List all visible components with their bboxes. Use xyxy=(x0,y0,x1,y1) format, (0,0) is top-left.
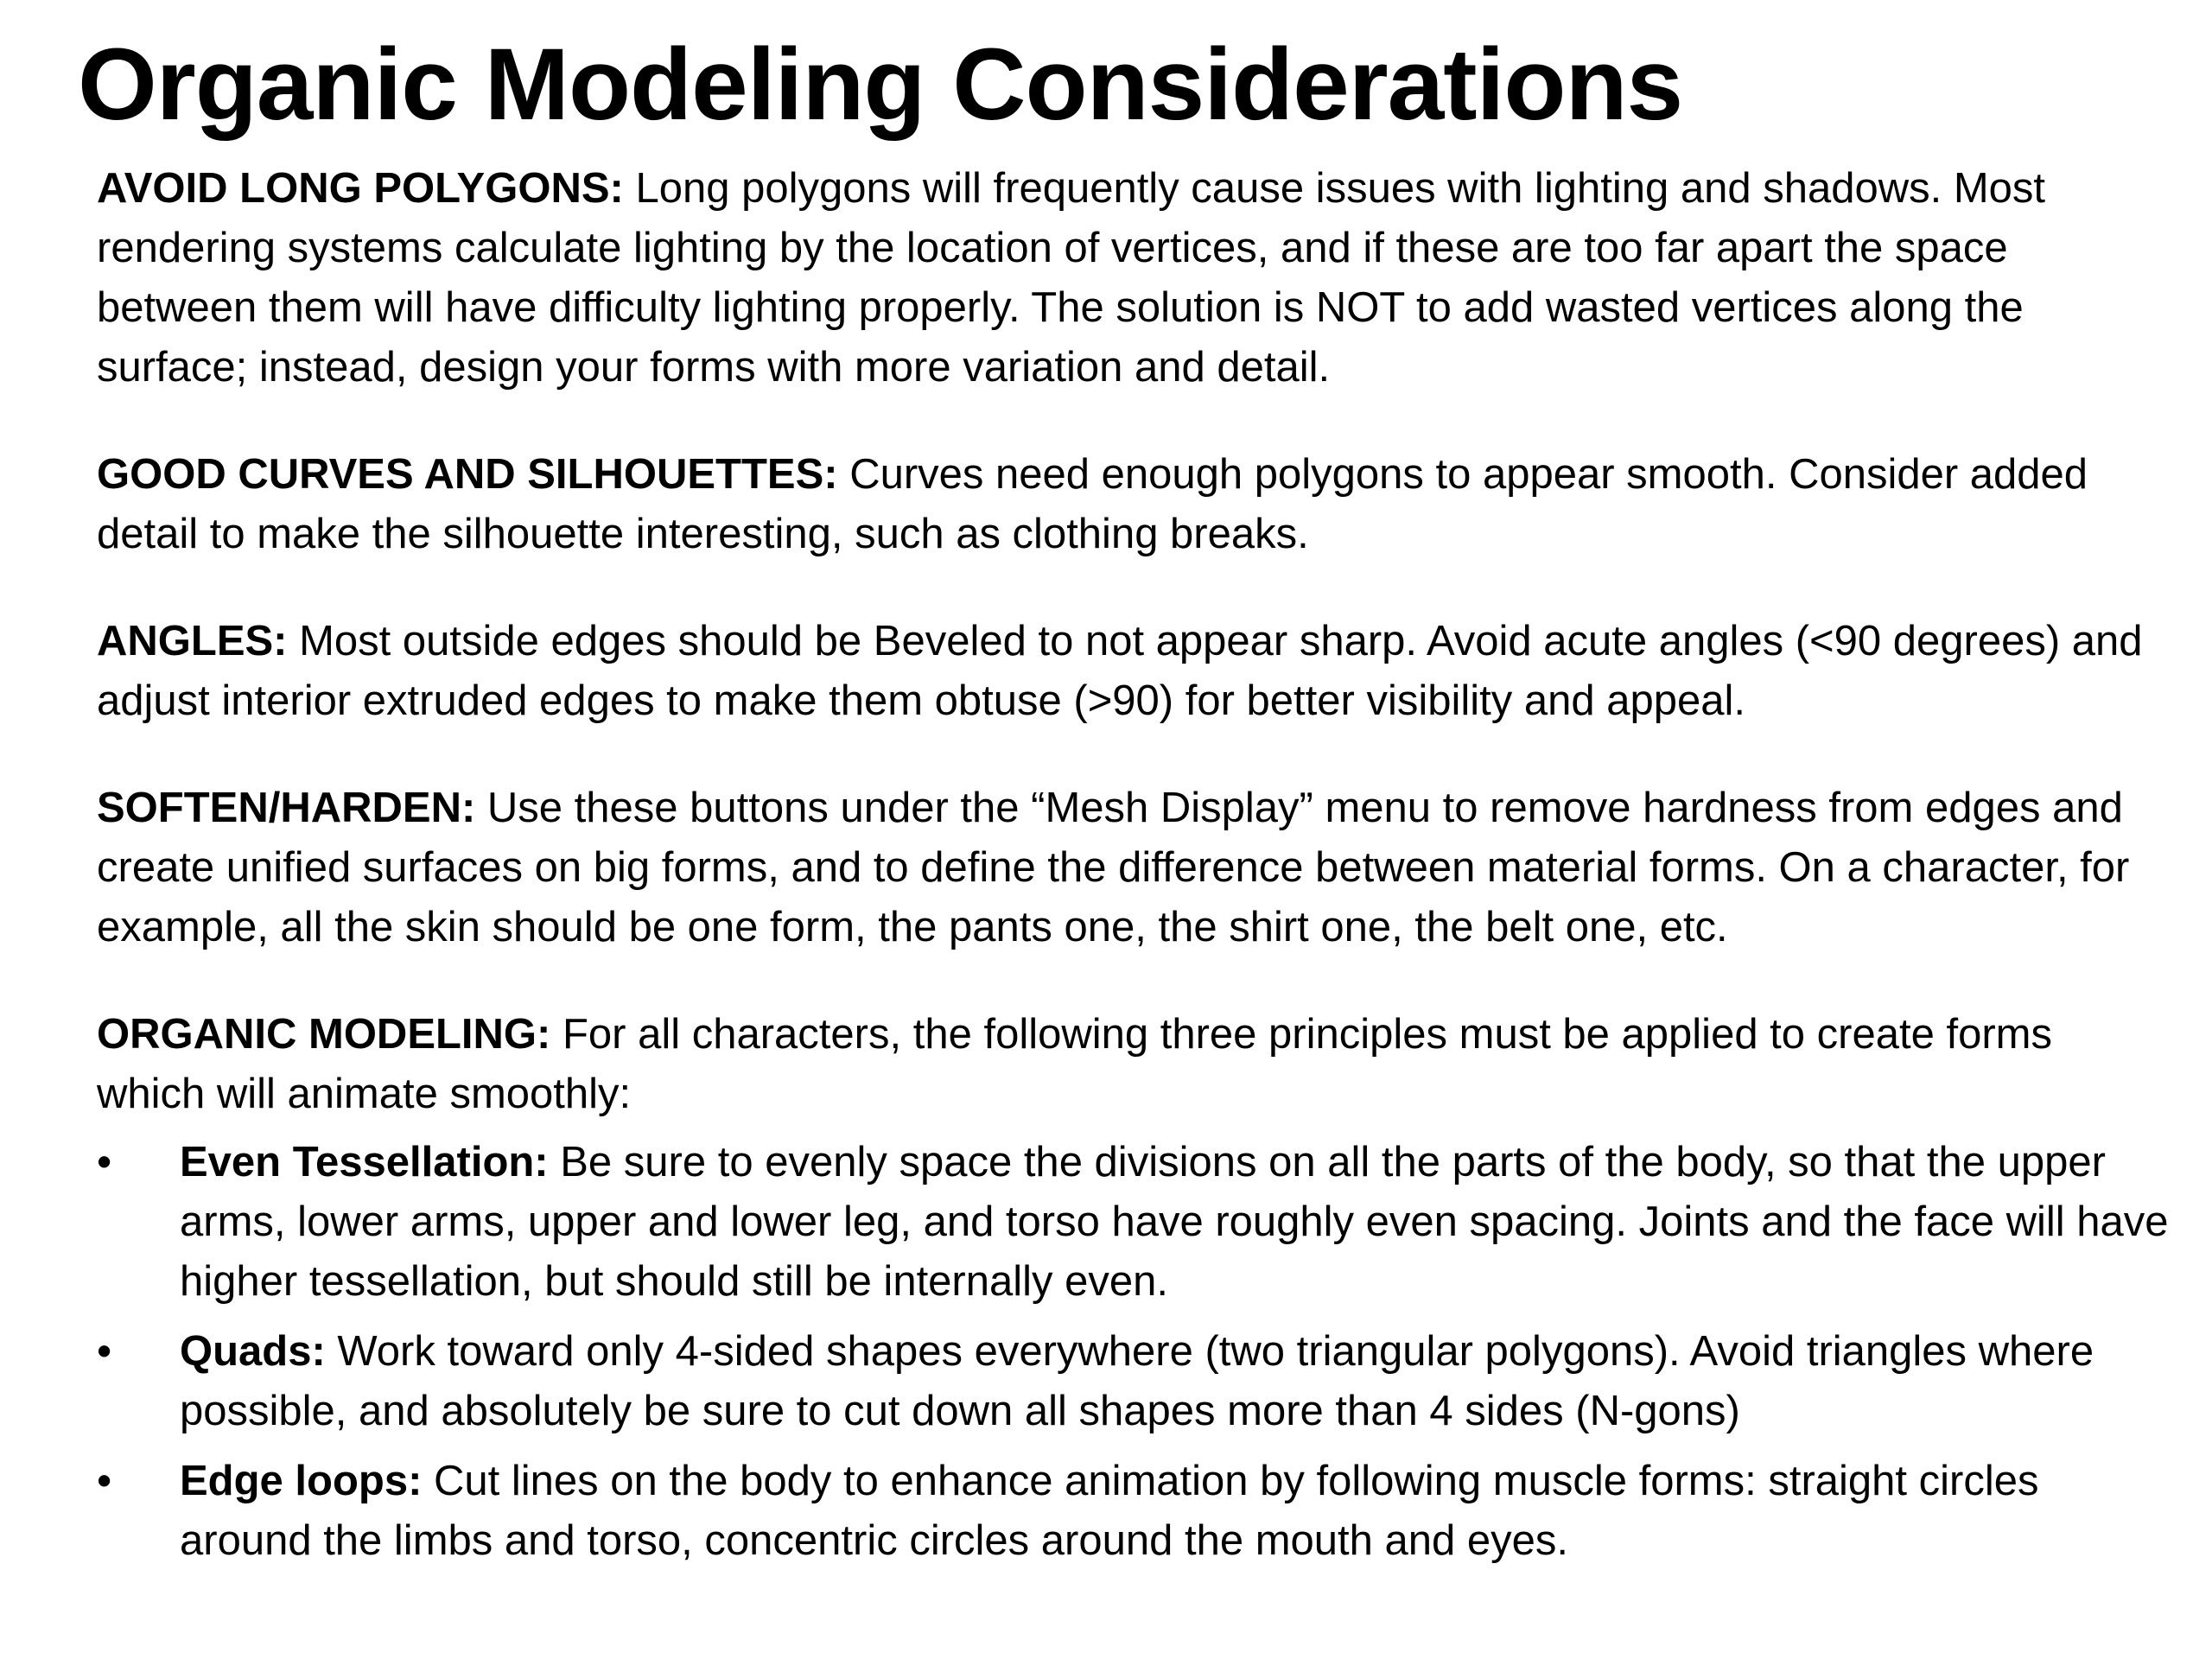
paragraph-organic-modeling xyxy=(97,1005,2171,1124)
bullet-marker: • xyxy=(97,1328,112,1375)
list-item-quads xyxy=(97,1322,2171,1441)
paragraph-soften-harden xyxy=(97,779,2171,957)
paragraph-label: GOOD CURVES AND SILHOUETTES: xyxy=(97,451,838,498)
bullet-text: Cut lines on the body to enhance animation by following muscle forms: straight circles around the limbs and torso, concentric circles around the mouth and eyes. xyxy=(180,1458,2039,1564)
bullet-label: Quads: xyxy=(180,1328,326,1375)
list-item-even-tessellation xyxy=(97,1133,2171,1312)
slide-body xyxy=(97,159,2171,1581)
paragraph-label: ANGLES: xyxy=(97,618,288,664)
paragraph-text: Curves need enough polygons to appear smooth. Consider added detail to make the silhouette interesting, such as clothing breaks. xyxy=(97,451,2088,557)
bullet-marker: • xyxy=(97,1458,112,1504)
paragraph-angles xyxy=(97,612,2171,731)
paragraph-good-curves xyxy=(97,445,2171,564)
paragraph-label: SOFTEN/HARDEN: xyxy=(97,785,476,831)
bullet-label: Edge loops: xyxy=(180,1458,423,1504)
principles-list xyxy=(97,1133,2171,1571)
paragraph-text: Long polygons will frequently cause issues with lighting and shadows. Most rendering systems calculate lighting by the location of vertices, and if these are too far apart the space between them will have difficulty lighting properly. The solution is NOT to add wasted vertices along the surface; instead, design your forms with more variation and detail. xyxy=(97,165,2045,391)
paragraph-label: ORGANIC MODELING: xyxy=(97,1011,551,1058)
paragraph-label: AVOID LONG POLYGONS: xyxy=(97,165,624,212)
bullet-marker: • xyxy=(97,1139,112,1185)
paragraph-text: For all characters, the following three principles must be applied to create forms which will animate smoothly: xyxy=(97,1011,2052,1117)
bullet-text: Be sure to evenly space the divisions on all the parts of the body, so that the upper arms, lower arms, upper and lower leg, and torso have roughly even spacing. Joints and the face will have higher tessellation, but should still be internally even. xyxy=(180,1139,2169,1305)
page-title: Organic Modeling Considerations xyxy=(78,28,1683,142)
bullet-text: Work toward only 4-sided shapes everywhere (two triangular polygons). Avoid triangles where possible, and absolutely be sure to cut down all shapes more than 4 sides (N-gons) xyxy=(180,1328,2094,1434)
paragraph-text: Most outside edges should be Beveled to not appear sharp. Avoid acute angles (<90 degrees) and adjust interior extruded edges to make them obtuse (>90) for better visibility and appeal. xyxy=(97,618,2143,724)
bullet-label: Even Tessellation: xyxy=(180,1139,549,1185)
list-item-edge-loops xyxy=(97,1452,2171,1571)
paragraph-text: Use these buttons under the “Mesh Display” menu to remove hardness from edges and create unified surfaces on big forms, and to define the difference between material forms. On a character, for example, all the skin should be one form, the pants one, the shirt one, the belt one, etc. xyxy=(97,785,2130,950)
paragraph-avoid-long-polygons xyxy=(97,159,2171,397)
